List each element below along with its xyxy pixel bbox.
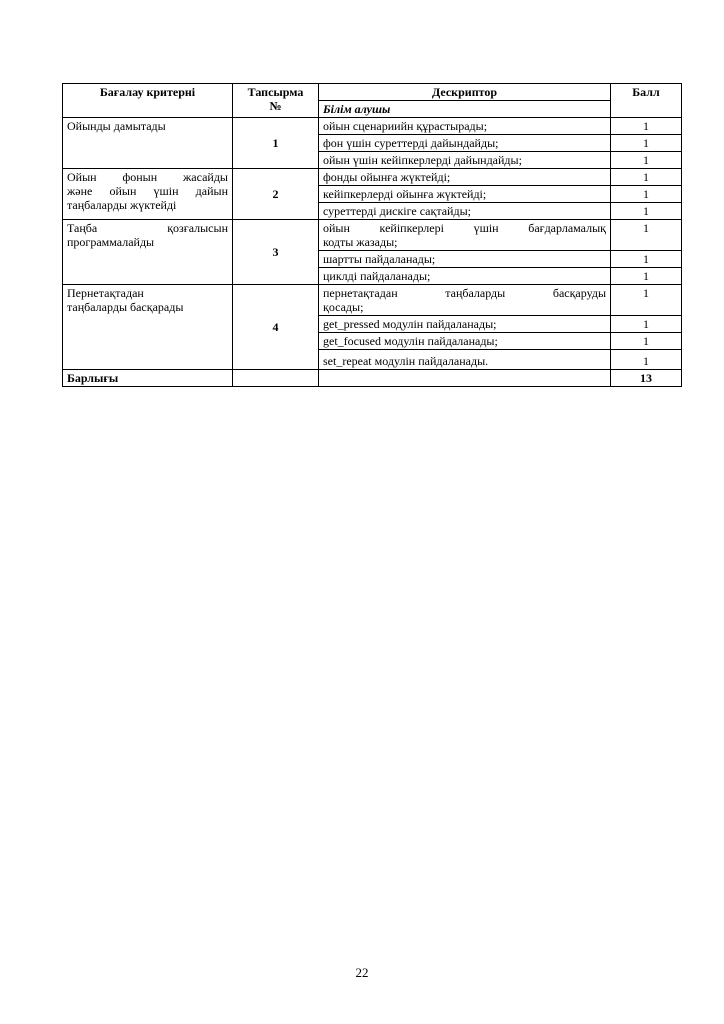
descriptor-cell: фонды ойынға жүктейді; [319,169,611,186]
task-number: 2 [233,169,319,220]
total-row [63,370,682,387]
header-criterion: Бағалау критерні [63,84,233,118]
descriptor-cell [319,220,611,251]
empty-cell [233,370,319,387]
descriptor-line: қосады; [323,300,364,314]
criterion-line: таңбаларды жүктейді [67,198,177,212]
total-value: 13 [611,370,682,387]
score-cell: 1 [611,152,682,169]
task-number: 4 [233,285,319,370]
criterion-cell [63,169,233,220]
criterion-line: Таңба қозғалысын [67,221,228,235]
table-row [63,285,682,316]
empty-cell [319,370,611,387]
task-number: 3 [233,220,319,285]
descriptor-cell: get_focused модулін пайдаланады; [319,333,611,350]
descriptor-line: ойын кейіпкерлері үшін бағдарламалық [323,221,606,235]
criterion-cell: Ойынды дамытады [63,118,233,169]
header-task-line2: № [269,99,282,113]
descriptor-cell: шартты пайдаланады; [319,251,611,268]
descriptor-cell: кейіпкерлерді ойынға жүктейді; [319,186,611,203]
page-number: 22 [355,965,369,980]
score-cell: 1 [611,333,682,350]
score-cell: 1 [611,220,682,251]
total-label: Барлығы [63,370,233,387]
descriptor-cell: фон үшін суреттерді дайындайды; [319,135,611,152]
header-score: Балл [611,84,682,118]
subheader-learner: Білім алушы [319,101,611,118]
descriptor-cell: ойын үшін кейіпкерлерді дайындайды; [319,152,611,169]
score-cell: 1 [611,251,682,268]
score-cell: 1 [611,135,682,152]
descriptor-line: пернетақтадан таңбаларды басқаруды [323,286,606,300]
descriptor-cell: set_repeat модулін пайдаланады. [319,350,611,370]
score-cell: 1 [611,268,682,285]
score-cell: 1 [611,316,682,333]
table-row [63,220,682,251]
score-cell: 1 [611,350,682,370]
descriptor-line: кодты жазады; [323,235,398,249]
score-cell: 1 [611,203,682,220]
descriptor-cell: ойын сценариийн құрастырады; [319,118,611,135]
descriptor-cell: суреттерді дискіге сақтайды; [319,203,611,220]
criterion-line: Ойын фонын жасайды [67,170,228,184]
criterion-line: программалайды [67,235,155,249]
criterion-cell [63,285,233,370]
score-cell: 1 [611,118,682,135]
header-task [233,84,319,118]
header-task-line1: Тапсырма [247,85,304,99]
table-row [63,118,682,135]
header-descriptor: Дескриптор [319,84,611,101]
score-cell: 1 [611,169,682,186]
criterion-line: Пернетақтадан [67,286,144,300]
descriptor-cell [319,285,611,316]
header-row [63,84,682,101]
descriptor-cell: циклді пайдаланады; [319,268,611,285]
score-cell: 1 [611,285,682,316]
criterion-line: таңбаларды басқарады [67,300,184,314]
task-number: 1 [233,118,319,169]
assessment-table [62,83,682,387]
criterion-cell [63,220,233,285]
criterion-line: және ойын үшін дайын [67,184,228,198]
table-row [63,169,682,186]
descriptor-cell: get_pressed модулін пайдаланады; [319,316,611,333]
score-cell: 1 [611,186,682,203]
